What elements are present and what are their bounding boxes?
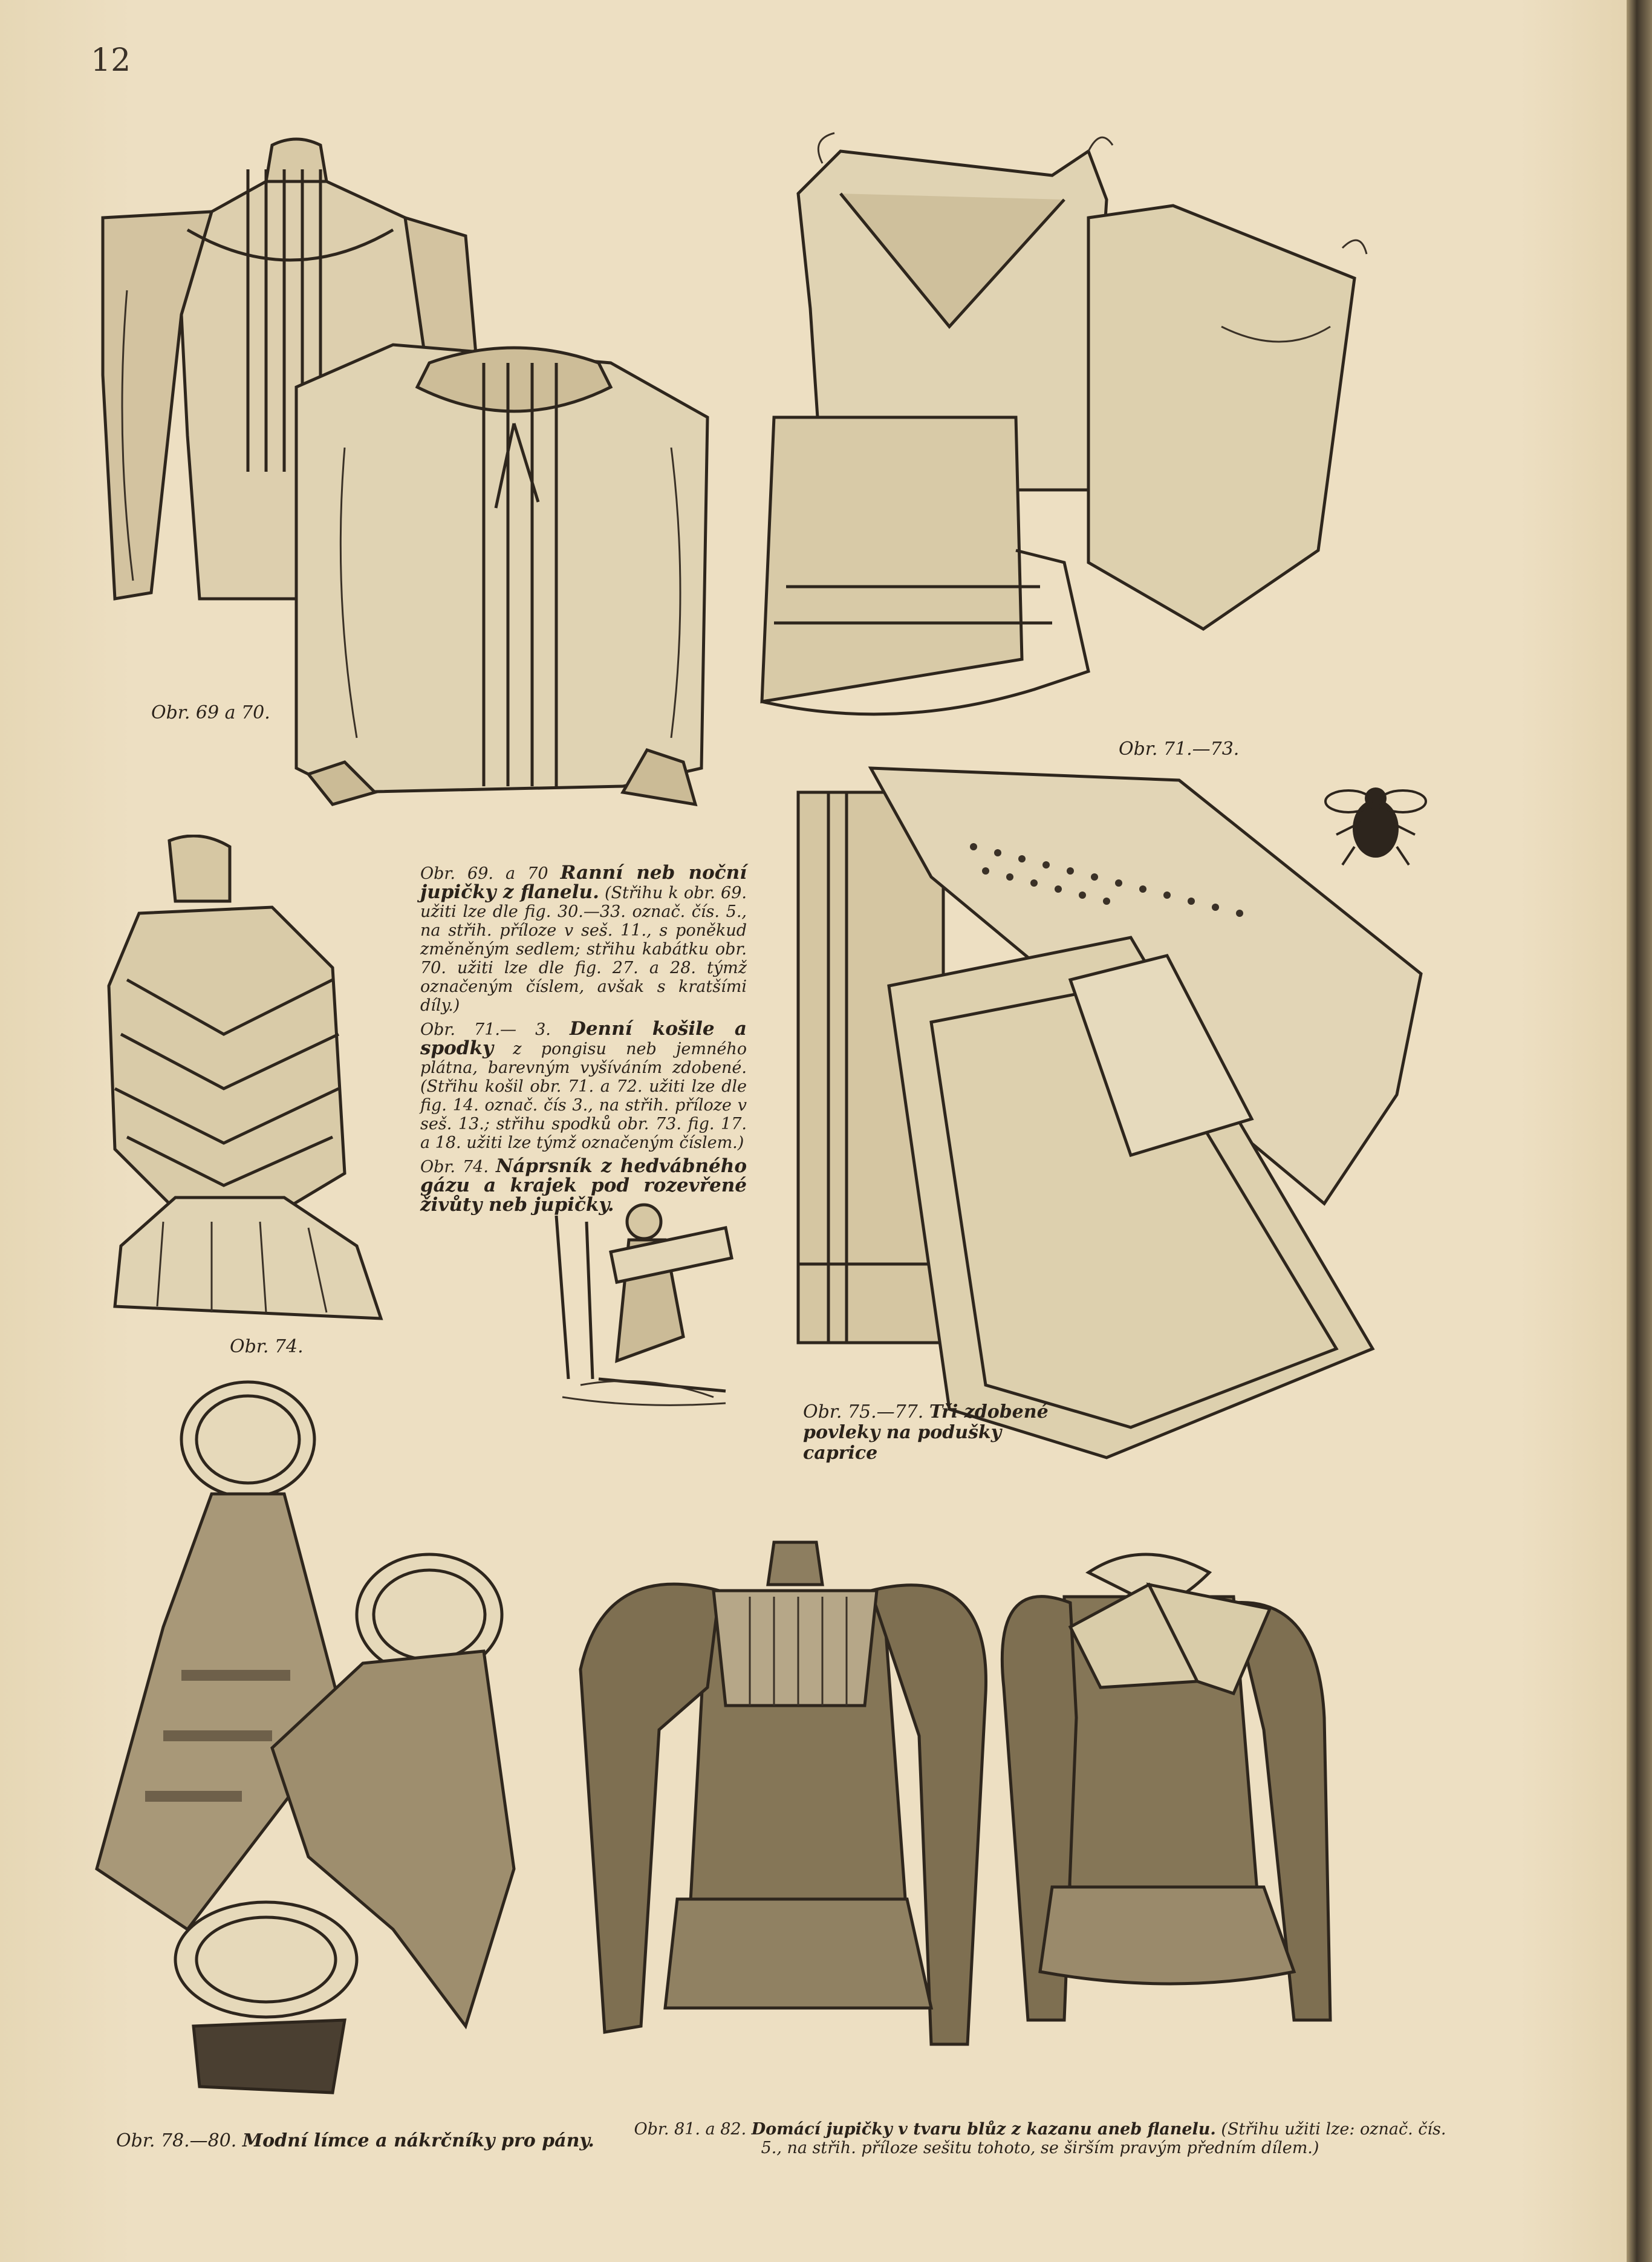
illustration-chemisette bbox=[91, 835, 405, 1331]
caption-fig-81-82 bbox=[632, 2120, 1448, 2157]
caption-block-descriptions bbox=[420, 864, 747, 1220]
caption-71-73-number: Obr. 71.— 3. bbox=[420, 1020, 551, 1039]
caption-fig-71-73: Obr. 71.—73. bbox=[1119, 738, 1240, 760]
caption-69-70-text: (Střihu k obr. 69. užiti lze dle fig. 30.—33. označ. čís. 5., na střih. příloze v seš. 11., s poněkud změněným sedlem; střihu kabátku obr. 70. užiti lze dle fig. 27. a 28. týmž označeným číslem, avšak s kratšími díly.) bbox=[420, 884, 747, 1015]
caption-69-70 bbox=[420, 864, 747, 1015]
caption-78-80-title: Modní límce a nákrčníky pro pány. bbox=[242, 2130, 594, 2151]
caption-fig-74: Obr. 74. bbox=[230, 1336, 304, 1357]
caption-71-73-text: z pongisu neb jemného plátna, barevným vyšíváním zdobené. (Střihu košil obr. 71. a 72. užiti lze dle fig. 14. označ. čís 3., na střih. příloze v seš. 13.; střihu spodků obr. 73. fig. 17. a 18. užiti lze týmž označeným číslem.) bbox=[420, 1040, 747, 1152]
caption-78-80-number: Obr. 78.—80. bbox=[116, 2130, 237, 2151]
page-binding-edge bbox=[1627, 0, 1652, 2262]
caption-71-73 bbox=[420, 1020, 747, 1152]
illustration-house-blouses bbox=[568, 1536, 1451, 2081]
caption-81-82-title: Domácí jupičky v tvaru blůz z kazanu aneb flanelu. bbox=[751, 2120, 1216, 2139]
caption-fig-69-70: Obr. 69 a 70. bbox=[151, 702, 270, 723]
caption-69-70-title: Ranní neb noční jupičky z flanelu. bbox=[420, 862, 747, 903]
page-number: 12 bbox=[91, 42, 131, 79]
caption-74-number: Obr. 74. bbox=[420, 1158, 489, 1176]
illustration-chemises bbox=[750, 127, 1433, 726]
caption-71-73-title: Denní košile a spodky bbox=[420, 1018, 747, 1059]
caption-74-title: Náprsník z hedvábného gázu a krajek pod rozevřené živůty neb jupičky. bbox=[420, 1155, 747, 1216]
caption-81-82-text: (Střihu užiti lze: označ. čís. 5., na střih. příloze sešitu tohoto, se širším pravým předním dílem.) bbox=[761, 2120, 1446, 2157]
caption-69-70-number: Obr. 69. a 70 bbox=[420, 864, 548, 883]
caption-75-77-number: Obr. 75.—77. bbox=[803, 1401, 924, 1423]
caption-fig-78-80 bbox=[116, 2131, 594, 2151]
caption-81-82-number: Obr. 81. a 82. bbox=[634, 2120, 747, 2139]
illustration-night-jackets bbox=[91, 133, 726, 829]
illustration-ties-collars bbox=[91, 1373, 587, 2105]
caption-fig-75-77 bbox=[803, 1402, 1057, 1464]
caption-75-77-title: Tři zdobené povleky na podušky caprice bbox=[803, 1401, 1049, 1464]
illustration-pillow-cases bbox=[792, 756, 1433, 1470]
